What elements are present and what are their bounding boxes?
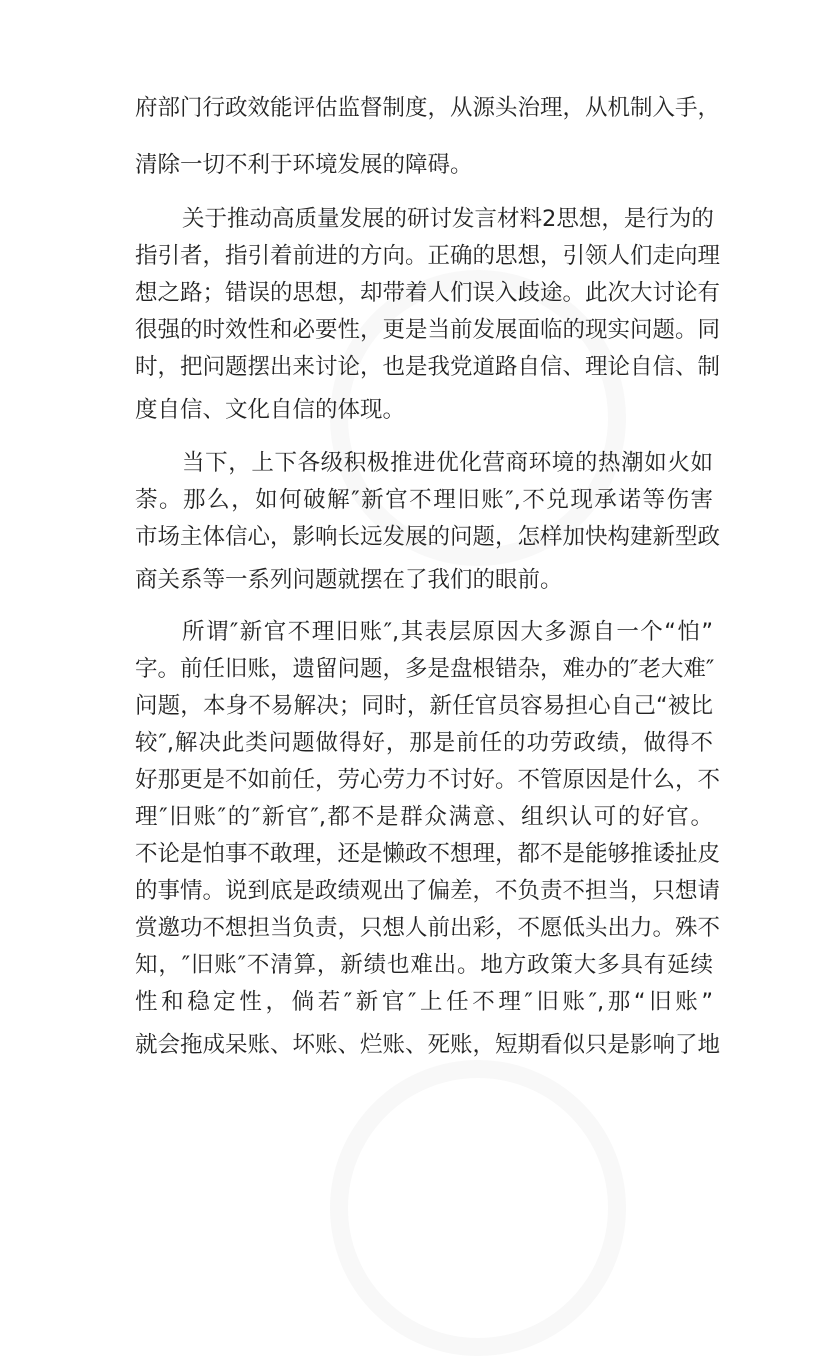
text-line: 指引者，指引着前进的方向。正确的思想，引领人们走向理	[135, 243, 721, 269]
text-line: 不论是怕事不敢理，还是懒政不想理，都不是能够推诿扯皮	[135, 841, 721, 867]
watermark	[330, 1060, 626, 1356]
text-line: 理″旧账″的″新官″,都不是群众满意、组织认可的好官。	[135, 804, 713, 830]
text-line: 府部门行政效能评估监督制度，从源头治理，从机制入手，	[135, 95, 721, 121]
text-line: 性和稳定性，倘若″新官″上任不理″旧账″,那“旧账”	[135, 989, 713, 1015]
paragraph-start: 所谓″新官不理旧账″,其表层原因大多源自一个“怕”	[182, 619, 713, 645]
text-line: 荼。那么，如何破解″新官不理旧账″,不兑现承诺等伤害	[135, 487, 713, 513]
text-line: 知，″旧账″不清算，新绩也难出。地方政策大多具有延续	[135, 952, 713, 978]
text-line: 赏邀功不想担当负责，只想人前出彩，不愿低头出力。殊不	[135, 915, 721, 941]
text-line: 时，把问题摆出来讨论，也是我党道路自信、理论自信、制	[135, 354, 721, 380]
text-line: 度自信、文化自信的体现。	[135, 397, 406, 423]
text-line: 较″,解决此类问题做得好，那是前任的功劳政绩，做得不	[135, 730, 713, 756]
text-line: 好那更是不如前任，劳心劳力不讨好。不管原因是什么，不	[135, 767, 721, 793]
paragraph-start: 当下，上下各级积极推进优化营商环境的热潮如火如	[182, 450, 713, 476]
paragraph-start: 关于推动高质量发展的研讨发言材料2思想，是行为的	[182, 206, 714, 232]
text-line: 清除一切不利于环境发展的障碍。	[135, 152, 473, 178]
text-line: 商关系等一系列问题就摆在了我们的眼前。	[135, 567, 563, 593]
text-line: 很强的时效性和必要性，更是当前发展面临的现实问题。同	[135, 317, 721, 343]
text-line: 的事情。说到底是政绩观出了偏差，不负责不担当，只想请	[135, 878, 721, 904]
text-line: 市场主体信心，影响长远发展的问题，怎样加快构建新型政	[135, 524, 721, 550]
text-line: 想之路；错误的思想，却带着人们误入歧途。此次大讨论有	[135, 280, 721, 306]
text-line: 字。前任旧账，遗留问题，多是盘根错杂，难办的″老大难″	[135, 656, 715, 682]
text-line: 问题，本身不易解决；同时，新任官员容易担心自己“被比	[135, 693, 713, 719]
text-line: 就会拖成呆账、坏账、烂账、死账，短期看似只是影响了地	[135, 1032, 721, 1058]
